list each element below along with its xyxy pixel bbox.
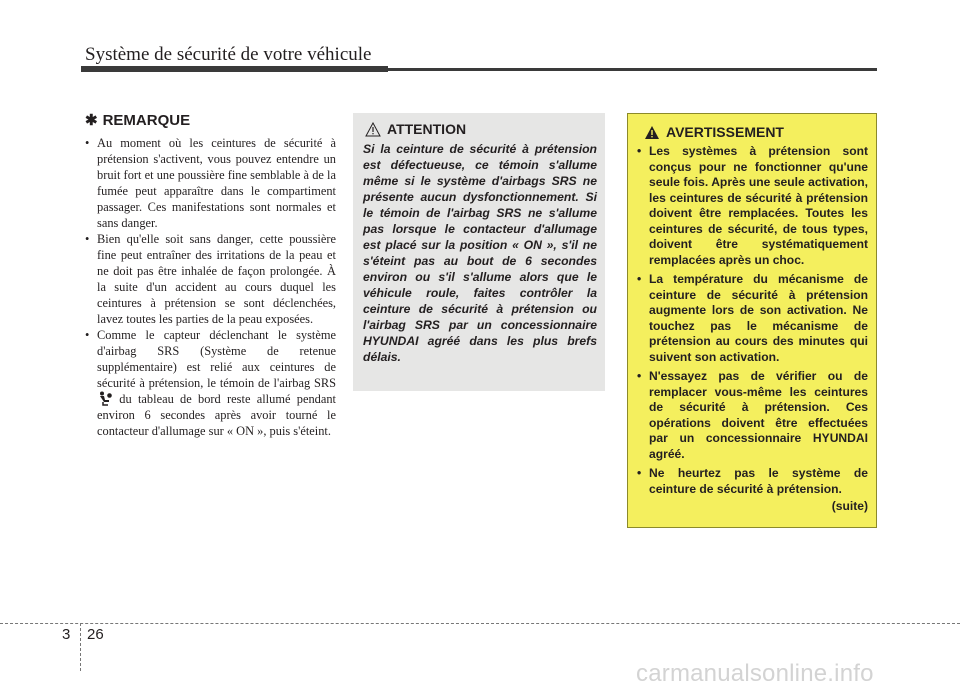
attention-heading — [365, 121, 597, 137]
watermark: carmanualsonline.info — [636, 660, 874, 687]
remarque-item-3-part1: Comme le capteur déclenchant le système d'airbag SRS (Système de retenue supplémentaire) est relié aux ceintures de sécurité à prétension, le témoin de l'airbag SRS — [97, 328, 336, 390]
attention-title: ATTENTION — [387, 121, 467, 137]
star-icon: ✱ — [85, 112, 98, 129]
remarque-list — [85, 135, 336, 439]
attention-text: Si la ceinture de sécurité à prétension est défectueuse, ce témoin s'allume même si le système d'airbags SRS ne présente aucun dysfonctionnement. Si le témoin de l'airbag SRS ne s'allume pas lorsque le contacteur d'allumage est placé sur la position « ON », s'il ne s'éteint pas au bout de 6 secondes environ ou s'il s'allume alors que le véhicule roule, faites contrôler la ceinture de sécurité à prétension ou l'airbag SRS par un concessionnaire HYUNDAI agréé dans les plus brefs délais. — [363, 142, 597, 364]
warning-triangle-icon — [644, 125, 660, 140]
header-title: Système de sécurité de votre véhicule — [85, 44, 372, 65]
avertissement-list — [636, 144, 868, 497]
avertissement-title: AVERTISSEMENT — [666, 124, 784, 140]
remarque-item: • Bien qu'elle soit sans danger, cette poussière fine peut entraîner des irritations de la peau et ne doit pas être inhalée de façon prolongée. À la suite d'un accident au cours duquel les ceintures à prétension se sont déclenchées, lavez toutes les parties de la peau exposées. — [85, 231, 336, 327]
header-tab — [81, 66, 388, 72]
footer-divider — [80, 623, 81, 671]
caution-triangle-icon — [365, 122, 381, 137]
footer-rule — [0, 623, 960, 624]
avertissement-item: • Ne heurtez pas le système de ceinture de sécurité à prétension. — [636, 466, 868, 497]
remarque-item — [85, 327, 336, 439]
chapter-number: 3 — [62, 626, 71, 643]
avertissement-item: • N'essayez pas de vérifier ou de remplacer vous-même les ceintures de sécurité à prétension. Ces opérations doivent être effectuées par un concessionnaire HYUNDAI agréé. — [636, 369, 868, 462]
remarque-item: • Au moment où les ceintures de sécurité à prétension s'activent, vous pouvez entendre un bruit fort et une poussière fine semblable à de la fumée peut apparaître dans le compartiment passager. Ces manifestations sont normales et sans danger. — [85, 135, 336, 231]
remarque-section — [85, 111, 336, 439]
avertissement-item: • La température du mécanisme de ceinture de sécurité à prétension augmente lors de son activation. Ne touchez pas le mécanisme de prétension au cours des minutes qui suivent son activation. — [636, 272, 868, 365]
remarque-heading — [85, 111, 336, 129]
suite-label: (suite) — [831, 499, 868, 513]
attention-box — [353, 113, 605, 391]
page-number: 26 — [87, 626, 104, 643]
airbag-warning-icon — [98, 391, 112, 406]
avertissement-item: • Les systèmes à prétension sont conçus pour ne fonctionner qu'une seule fois. Après une seule activation, les ceintures de sécurité à prétension doivent être remplacées. Toutes les ceintures de sécurité, de tous types, doivent être systématiquement remplacées après un choc. — [636, 144, 868, 268]
avertissement-box — [627, 113, 877, 528]
avertissement-heading — [644, 124, 868, 140]
remarque-item-3-part2: du tableau de bord reste allumé pendant environ 6 secondes après avoir tourné le contacteur d'allumage sur « ON », puis s'éteint. — [97, 392, 336, 438]
remarque-title: REMARQUE — [102, 111, 191, 129]
